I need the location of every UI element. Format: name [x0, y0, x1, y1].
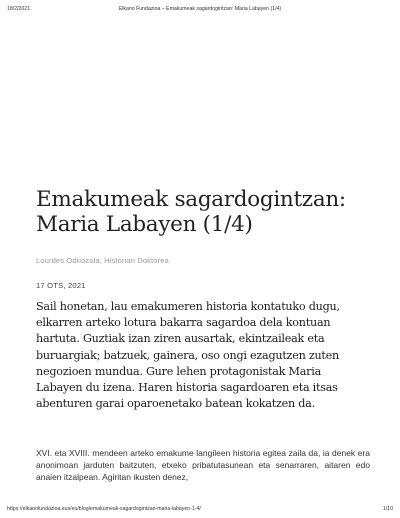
- article-date: 17 OTS, 2021: [36, 281, 86, 290]
- print-url: https://elkanofundazioa.eus/eu/blog/emakumeak-sagardogintzan-maria-labayen-1-4/: [7, 506, 201, 512]
- print-header: [7, 6, 393, 12]
- print-page-title: Elkano Fundazioa – Emakumeak sagardogintzan: Maria Labayen (1/4): [118, 6, 282, 12]
- print-page-number: 1/10: [382, 506, 393, 512]
- print-footer: [7, 506, 393, 512]
- article-body-paragraph: XVI. eta XVIII. mendeen arteko emakume langileen historia egitea zaila da, ia denek era anonimoan jarduten baitzuten, etxeko pribatutasunean eta senarraren, aitaren edo anaien itzalpean. Agiritan ikusten denez,: [36, 448, 370, 483]
- article-title: Emakumeak sagardogintzan: Maria Labayen (1/4): [36, 187, 346, 237]
- article-lead-paragraph: Sail honetan, lau emakumeren historia kontatuko dugu, elkarren arteko lotura bakarra sagardoa dela kontuan hartuta. Guztiak izan ziren ausartak, ekintzaileak eta buruargiak; batzuek, gainera, oso ongi ezagutzen zuten negozioen mundua. Gure lehen protagonistak Maria Labayen du izena. Haren historia sagardoaren eta itsas abenturen garai oparoenetako batean kokatzen da.: [36, 300, 340, 411]
- print-date: 18/2/2021: [7, 6, 31, 12]
- article-author[interactable]: Lourdes Odriozola, Historian Doktorea: [36, 256, 169, 265]
